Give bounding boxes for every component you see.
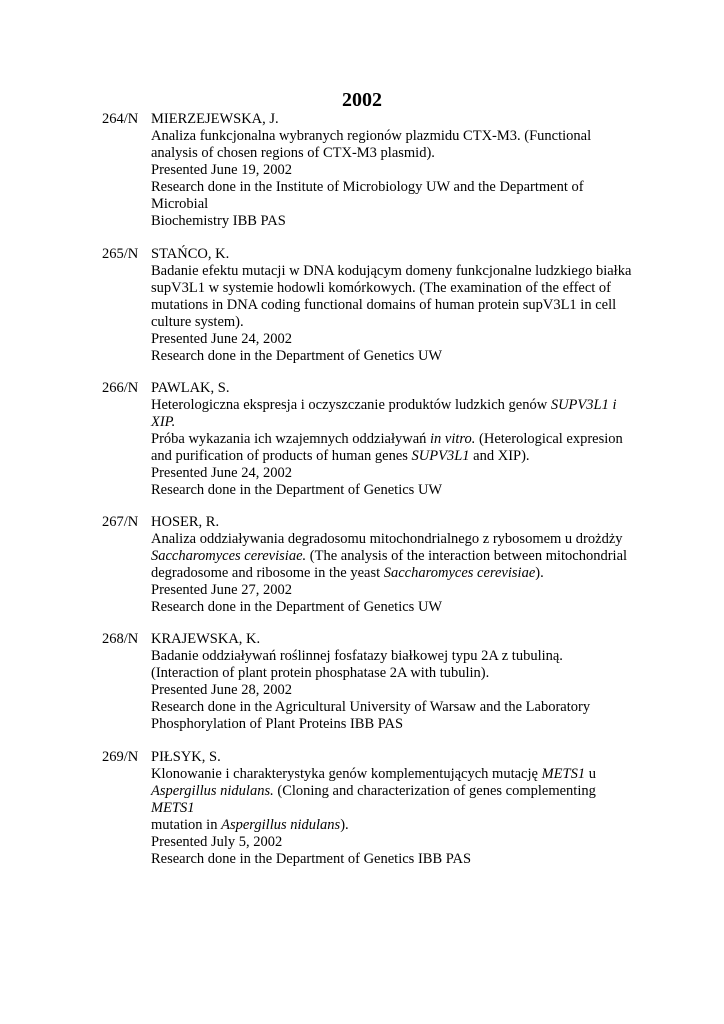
title-text: u	[585, 766, 596, 782]
entry-number: 265/N	[102, 246, 139, 262]
entry-title-line	[151, 766, 651, 783]
title-text: Próba wykazania ich wzajemnych oddziaływań	[151, 431, 431, 447]
title-text: ).	[535, 565, 544, 581]
title-text: degradosome and ribosome in the yeast	[151, 565, 384, 581]
entry-number: 266/N	[102, 380, 139, 396]
entry-presented: Presented June 27, 2002	[151, 582, 292, 598]
entry-research-line: Research done in the Department of Genetics UW	[151, 348, 443, 364]
entry-research-line: Research done in the Institute of Microbiology UW and the Department of	[151, 179, 584, 195]
entry-title-line	[151, 448, 651, 465]
species-name: Saccharomyces cerevisiae.	[151, 548, 307, 564]
entry-title-line	[151, 783, 651, 800]
entry-title-line: culture system).	[151, 314, 244, 330]
entry-title-line	[151, 548, 651, 565]
title-text: (Heterological expresion	[475, 431, 623, 447]
gene-name: SUPV3L1 i	[550, 397, 617, 413]
title-text: and purification of products of human genes	[151, 448, 412, 464]
entry-title-line: METS1	[151, 800, 195, 816]
entry-research-line: Phosphorylation of Plant Proteins IBB PAS	[151, 716, 404, 732]
entry-research-line: Research done in the Department of Genetics IBB PAS	[151, 851, 472, 867]
entry-title-line: Badanie efektu mutacji w DNA kodującym domeny funkcjonalne ludzkiego białka	[151, 263, 632, 279]
entry-body	[151, 631, 651, 733]
title-text: ).	[340, 817, 349, 833]
entry-presented: Presented June 24, 2002	[151, 331, 292, 347]
entry-presented: Presented June 24, 2002	[151, 465, 292, 481]
entry-number: 267/N	[102, 514, 139, 530]
entry-body	[151, 749, 651, 868]
entry-title-line: Badanie oddziaływań roślinnej fosfatazy białkowej typu 2A z tubuliną.	[151, 648, 563, 664]
entry-research-line: Research done in the Department of Genetics UW	[151, 599, 443, 615]
entry-body	[151, 514, 651, 616]
title-text: Klonowanie i charakterystyka genów komplementujących mutację	[151, 766, 542, 782]
entry-title-line	[151, 431, 651, 448]
species-name: Saccharomyces cerevisiae	[383, 565, 536, 581]
entry-title-line	[151, 565, 651, 582]
entry-author: PIŁSYK, S.	[151, 749, 221, 765]
title-text: (The analysis of the interaction between mitochondrial	[306, 548, 628, 564]
latin-term: in vitro.	[430, 431, 476, 447]
entry-title-line: supV3L1 w systemie hodowli komórkowych. (The examination of the effect of	[151, 280, 611, 296]
gene-name: SUPV3L1	[411, 448, 470, 464]
entry-presented: Presented July 5, 2002	[151, 834, 283, 850]
entry-author: KRAJEWSKA, K.	[151, 631, 261, 647]
entry-title-line: Analiza funkcjonalna wybranych regionów plazmidu CTX-M3. (Functional	[151, 128, 592, 144]
entry-title-line: (Interaction of plant protein phosphatase 2A with tubulin).	[151, 665, 490, 681]
entry-research-line: Biochemistry IBB PAS	[151, 213, 286, 229]
species-name: Aspergillus nidulans	[221, 817, 341, 833]
entry-title-line: XIP.	[151, 414, 176, 430]
entry-presented: Presented June 19, 2002	[151, 162, 292, 178]
entry-body	[151, 111, 651, 230]
entry-title-line: Analiza oddziaływania degradosomu mitochondrialnego z rybosomem u drożdży	[151, 531, 623, 547]
entry-title-line: analysis of chosen regions of CTX-M3 plasmid).	[151, 145, 435, 161]
entry-author: HOSER, R.	[151, 514, 220, 530]
title-text: Heterologiczna ekspresja i oczyszczanie produktów ludzkich genów	[151, 397, 551, 413]
species-name: Aspergillus nidulans.	[151, 783, 274, 799]
entry-body	[151, 246, 651, 365]
gene-name: METS1	[541, 766, 586, 782]
entry-title-line	[151, 817, 651, 834]
entry-title-line: mutations in DNA coding functional domains of human protein supV3L1 in cell	[151, 297, 617, 313]
entry-author: PAWLAK, S.	[151, 380, 230, 396]
title-text: mutation in	[151, 817, 222, 833]
entry-research-line: Research done in the Department of Genetics UW	[151, 482, 443, 498]
title-text: and XIP).	[469, 448, 530, 464]
entry-presented: Presented June 28, 2002	[151, 682, 292, 698]
page-title: 2002	[342, 89, 382, 111]
entry-research-line: Research done in the Agricultural University of Warsaw and the Laboratory	[151, 699, 591, 715]
entry-number: 268/N	[102, 631, 139, 647]
entry-number: 269/N	[102, 749, 139, 765]
title-text: (Cloning and characterization of genes complementing	[273, 783, 596, 799]
entry-author: MIERZEJEWSKA, J.	[151, 111, 279, 127]
entry-title-line	[151, 397, 651, 414]
entry-number: 264/N	[102, 111, 139, 127]
entry-author: STAŃCO, K.	[151, 246, 230, 262]
entry-research-line: Microbial	[151, 196, 209, 212]
entry-body	[151, 380, 651, 499]
